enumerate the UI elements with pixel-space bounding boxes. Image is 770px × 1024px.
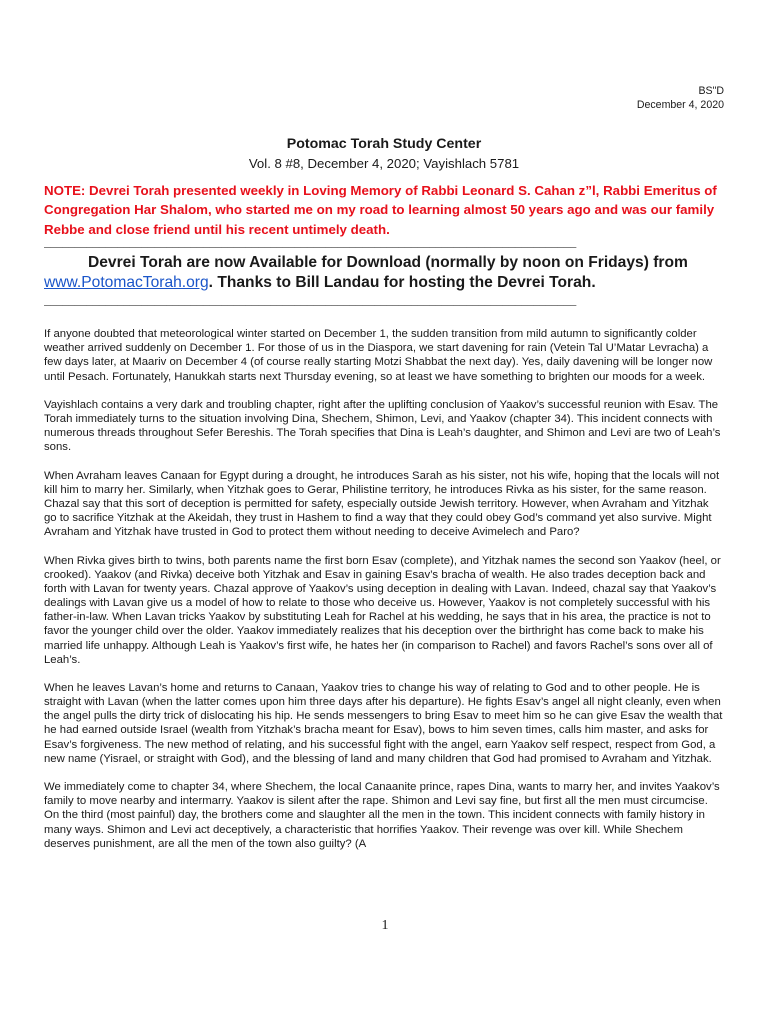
volume-line: Vol. 8 #8, December 4, 2020; Vayishlach 5781 [248,156,520,171]
paragraph-5: When he leaves Lavan’s home and returns to Canaan, Yaakov tries to change his way of relating to God and to other people. He is straight with Lavan (when the latter comes upon him three days after his departure). He fights Esav’s angel all night cleanly, even when the angel pulls the dirty trick of dislocating his hip. He sends messengers to bring Esav to meet him so he can give Esav the wealth that he had earned outside Israel (wealth from Yitzhak’s bracha meant for Esav), bows to him seven times, calls him master, and asks for Esav’s forgiveness. The new method of relating, and his successful fight with the angel, earn Yaakov self respect, respect from God, a new name (Yisrael, or straight with God), and the blessing of land and many children that God had promised to Avraham and Yitzhak. [44,682,723,765]
page-number: 1 [381,918,389,933]
header-date: December 4, 2020 [636,99,724,111]
paragraph-6: We immediately come to chapter 34, where Shechem, the local Canaanite prince, rapes Dina, wants to marry her, and invites Yaakov’s family to move nearby and intermarry. Yaakov is silent after the rape. Shimon and Levi say fine, but first all the men must circumcise. On the third (most painful) day, the brothers come and slaughter all the men in the town. This incident connects with family history in many ways. Shimon and Levi act deceptively, a characteristic that horrifies Yaakov. Their revenge was over kill. While Shechem deserves punishment, are all the men of the town also guilty? (A [44,781,720,850]
download-text: Devrei Torah are now Available for Download (normally by noon on Fridays) from [88,254,688,272]
download-after-link: . Thanks to Bill Landau for hosting the Devrei Torah. [208,274,596,292]
page-header [44,84,724,112]
potomac-torah-link[interactable]: www.PotomacTorah.org [44,274,209,292]
horizontal-rule: _______________________________________________________________________________________ [44,239,577,249]
paragraph-3: When Avraham leaves Canaan for Egypt during a drought, he introduces Sarah as his sister, not his wife, hoping that the locals will not kill him to marry her. Similarly, when Yitzhak goes to Gerar, Philistine territory, he introduces Rivka as his sister, for the same reason. Chazal say that this sort of deception is permitted for safety, especially outside Jewish territory. However, when Avraham and Yitzhak go to sacrifice Yitzhak at the Akeidah, they trust in Hashem to find a way that they could obey God’s command yet also survive. Might Avraham and Yitzhak have trusted in God to protect them without needing to deceive Avimelech and Paro? [44,469,720,539]
memorial-note: NOTE: Devrei Torah presented weekly in Loving Memory of Rabbi Leonard S. Cahan z”l, Rabbi Emeritus of Congregation Har Shalom, who started me on my road to learning almost 50 years ago and was our family Rebbe and close friend until his recent untimely death. [44,183,717,237]
download-notice [44,253,726,293]
article-body [44,327,724,851]
paragraph-2: Vayishlach contains a very dark and troubling chapter, right after the uplifting conclusion of Yaakov’s successful reunion with Esav. The Torah immediately turns to the situation involving Dina, Shechem, Shimon, Levi, and Yaakov (chapter 34). This incident connects with numerous threads throughout Sefer Bereshis. The Torah specifies that Dina is Leah’s daughter, and Shimon and Levi are two of Leah’s sons. [44,399,721,454]
paragraph-1: If anyone doubted that meteorological winter started on December 1, the sudden transition from mild autumn to significantly colder weather arrived suddenly on December 1. For those of us in the Diaspora, we start davening for rain (Vetein Tal U’Matar Levracha) a few days later, at Maariv on December 4 (of course really starting Motzi Shabbat the next day). Yes, daily davening will be longer now until Pesach. Fortunately, Hanukkah starts next Thursday evening, so at least we have something to brighten our moods for a week. [44,328,713,383]
document-title: Potomac Torah Study Center [286,136,482,152]
horizontal-rule-2: _______________________________________________________________________________________ [44,297,577,307]
header-bsd: BS"D [698,85,724,97]
paragraph-4: When Rivka gives birth to twins, both parents name the first born Esav (complete), and Yitzhak names the second son Yaakov (heel, or crooked). Yaakov (and Rivka) deceive both Yitzhak and Esav in gaining Esav’s bracha of wealth. He also trades deception back and forth with Lavan for twenty years. Chazal approve of Yaakov’s using deception in dealing with Lavan. Indeed, chazal say that Yaakov’s dealings with Lavan give us a model of how to relate to those who deceive us. However, Yaakov is not completely successful with his father-in-law. When Lavan tricks Yaakov by substituting Leah for Rachel at his wedding, he says that in his area, the practice is not to favor the younger child over the older. Yaakov immediately realizes that his deception over the birthright has come back to make his married life unhappy. Although Leah is Yaakov’s first wife, he hates her (in comparison to Rachel) and favors Rachel’s sons over all of Leah’s. [44,554,721,666]
